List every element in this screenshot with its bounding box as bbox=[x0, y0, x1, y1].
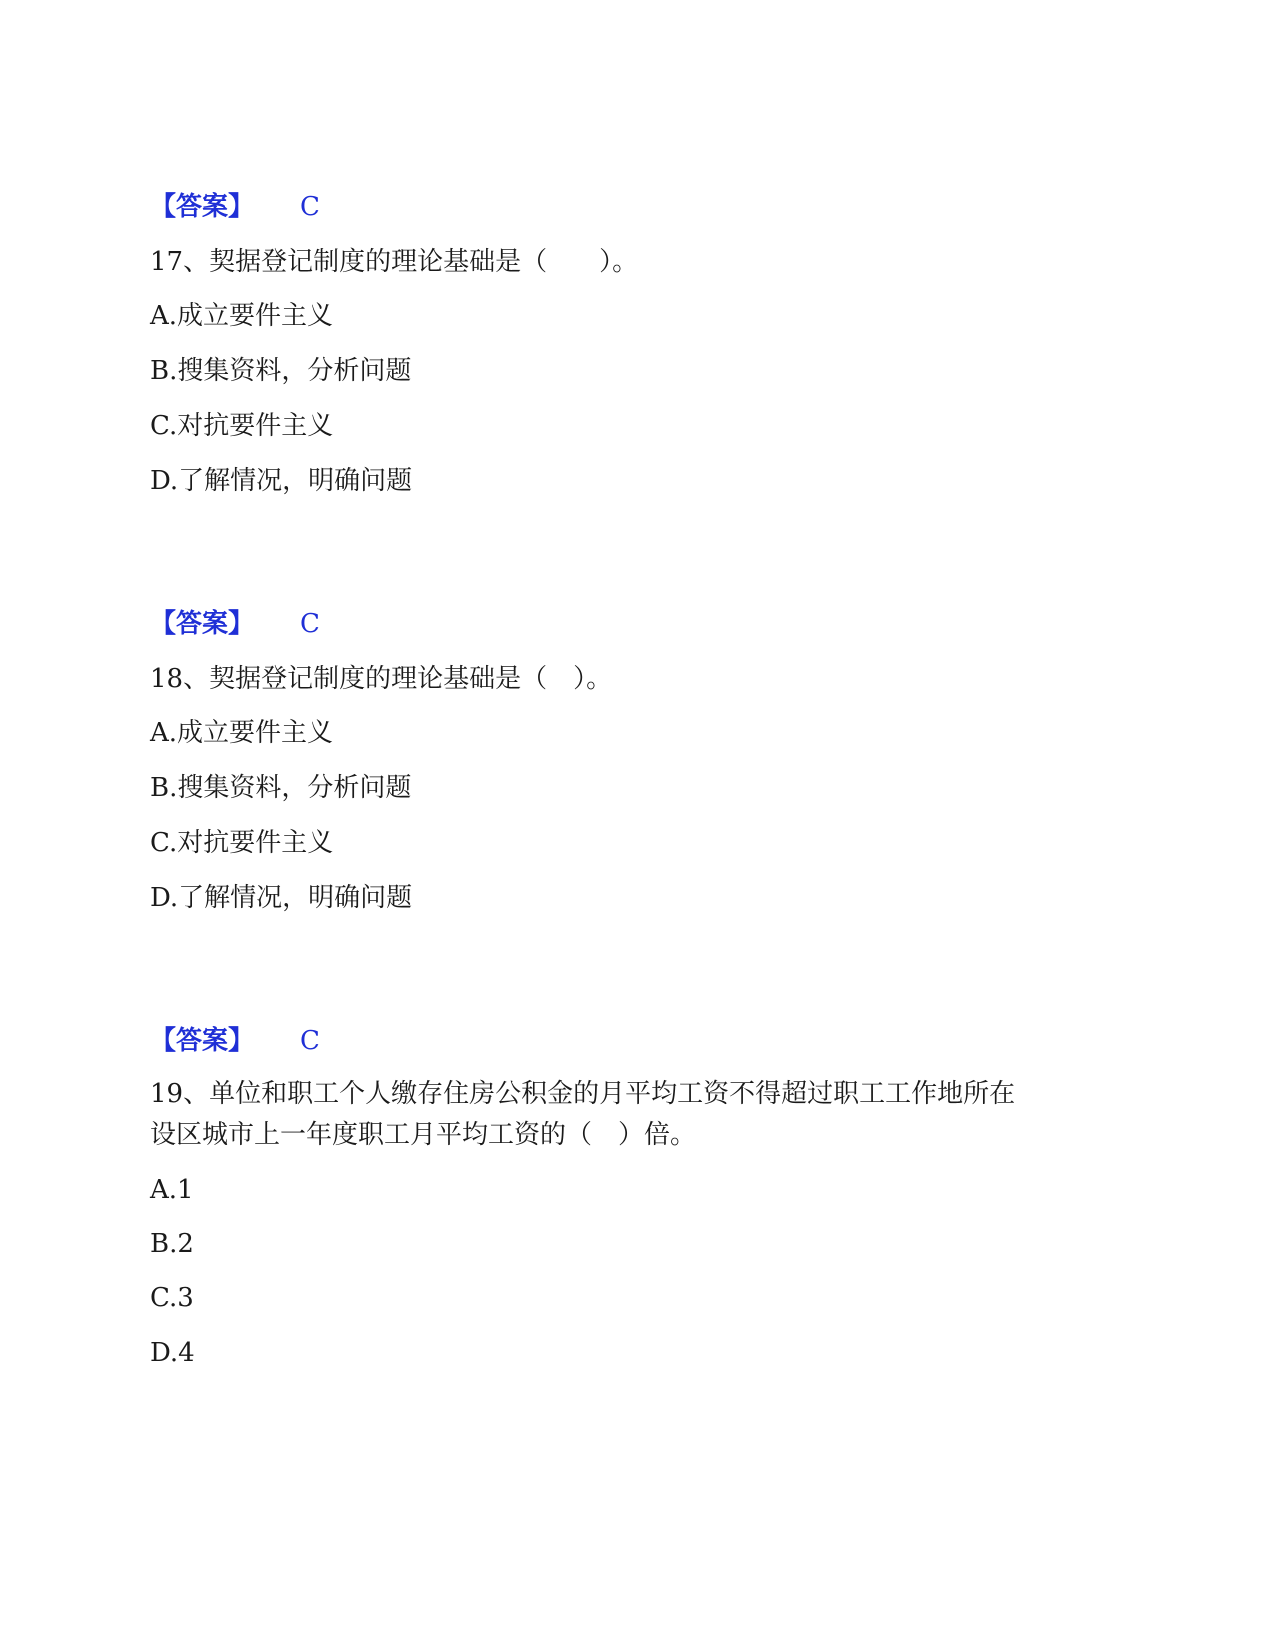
option-b: B.2 bbox=[150, 1229, 194, 1259]
option-c: C.对抗要件主义 bbox=[150, 828, 334, 858]
option-b: B.搜集资料，分析问题 bbox=[150, 773, 412, 803]
question-stem-line-1: 19、单位和职工个人缴存住房公积金的月平均工资不得超过职工工作地所在 bbox=[150, 1079, 1016, 1109]
option-a: A.成立要件主义 bbox=[150, 718, 334, 748]
option-a: A.成立要件主义 bbox=[150, 301, 334, 331]
question-stem: 18、契据登记制度的理论基础是（ ）。 bbox=[150, 664, 613, 694]
answer-line bbox=[150, 607, 320, 641]
answer-value: C bbox=[300, 1026, 320, 1056]
answer-label: 【答案】 bbox=[150, 609, 255, 639]
option-c: C.对抗要件主义 bbox=[150, 411, 334, 441]
option-d: D.了解情况，明确问题 bbox=[150, 883, 413, 913]
question-stem: 17、契据登记制度的理论基础是（ ）。 bbox=[150, 247, 639, 277]
answer-line bbox=[150, 1024, 320, 1058]
answer-line bbox=[150, 190, 320, 224]
answer-label: 【答案】 bbox=[150, 1026, 255, 1056]
option-c: C.3 bbox=[150, 1283, 194, 1313]
answer-label: 【答案】 bbox=[150, 192, 255, 222]
answer-value: C bbox=[300, 192, 320, 222]
question-stem-line-2: 设区城市上一年度职工月平均工资的（ ）倍。 bbox=[150, 1120, 697, 1150]
option-a: A.1 bbox=[150, 1175, 194, 1205]
option-d: D.4 bbox=[150, 1338, 195, 1368]
option-b: B.搜集资料，分析问题 bbox=[150, 356, 412, 386]
option-d: D.了解情况，明确问题 bbox=[150, 466, 413, 496]
answer-value: C bbox=[300, 609, 320, 639]
